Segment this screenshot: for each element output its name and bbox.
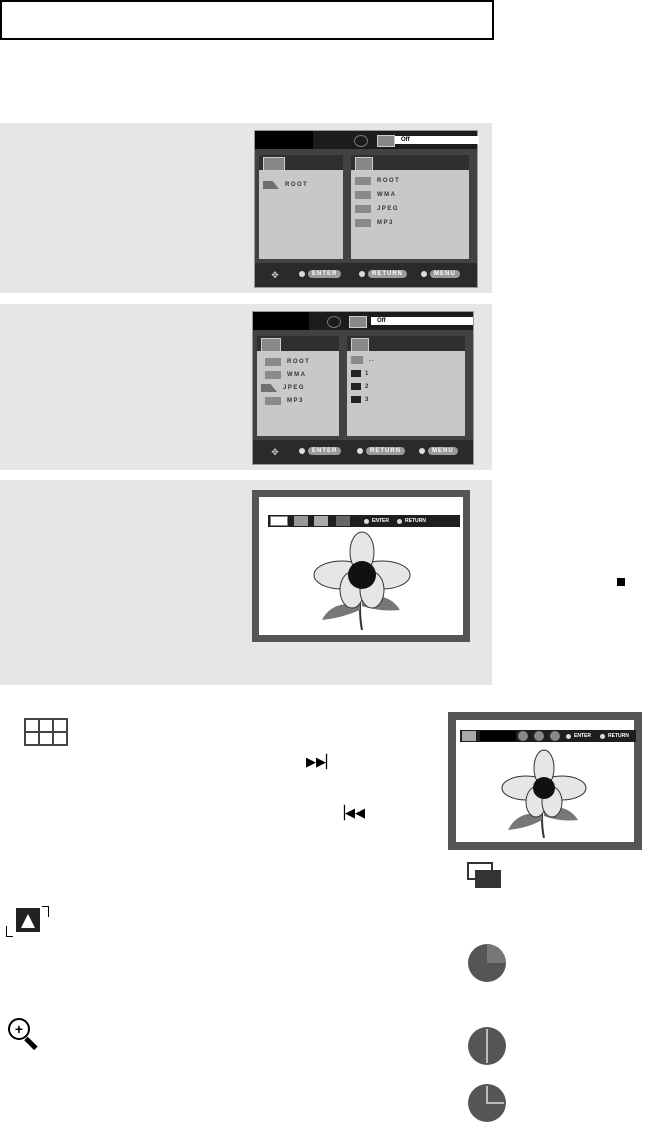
speed-slow-icon [468,944,506,982]
list-item[interactable]: ROOT [263,181,308,189]
screen-tab [255,131,313,149]
repeat-icon [354,135,368,147]
section-title-box [0,0,494,40]
list-item[interactable]: JPEG [261,384,305,392]
speed-icon[interactable] [518,731,528,741]
jpeg-icon [351,396,361,403]
file-menu-screen-1 [254,130,478,288]
return-hint: RETURN [357,447,405,455]
list-item[interactable]: WMA [355,191,397,199]
slide-show-icon[interactable] [336,516,350,526]
enter-hint: ENTER [566,733,591,739]
rotate-image-icon [6,906,50,940]
repeat-mode-icon [349,316,367,328]
list-item[interactable]: ROOT [265,358,310,366]
list-item[interactable]: .. [351,356,375,364]
repeat-value: Off [395,136,479,144]
return-hint: RETURN [600,733,629,739]
nav-arrows-icon: ✥ [271,447,279,457]
list-item[interactable]: ROOT [355,177,400,185]
nav-arrows-icon: ✥ [271,270,279,280]
screen-tab [253,312,309,330]
speed-normal-icon [468,1027,506,1065]
skip-back-icon: ▕◀◀ [335,805,365,820]
repeat-value: Off [371,317,473,325]
photo-screen-1 [252,490,470,642]
music-icon [351,338,369,352]
flower-image [484,748,604,838]
photo-screen-2 [448,712,642,850]
thumbnail-icon[interactable] [270,516,288,526]
slide-show-large-icon [467,862,501,886]
return-hint: RETURN [359,270,407,278]
zoom-icon[interactable] [314,516,328,526]
speed-icon[interactable] [534,731,544,741]
rotate-icon[interactable] [294,516,308,526]
disc-icon [263,157,285,171]
enter-hint: ENTER [299,270,341,278]
disc-icon [261,338,281,352]
enter-hint: ENTER [299,447,341,455]
jpeg-icon [351,383,361,390]
file-menu-screen-2 [252,311,474,465]
zoom-magnifier-icon: + [8,1018,42,1052]
speed-icon[interactable] [550,731,560,741]
list-item[interactable]: 2 [351,383,370,390]
right-panel [351,155,469,259]
stop-icon [617,578,625,586]
thumbnail-grid-icon [24,718,68,746]
flower-image [292,530,432,630]
jpeg-icon [351,370,361,377]
repeat-icon [327,316,341,328]
list-item[interactable]: JPEG [355,205,399,213]
skip-forward-icon: ▶▶▏ [306,754,336,769]
return-hint: RETURN [397,518,426,524]
list-item[interactable]: MP3 [355,219,394,227]
menu-hint: MENU [421,270,460,278]
enter-hint: ENTER [364,518,389,524]
right-panel [347,336,465,436]
menu-hint: MENU [419,447,458,455]
list-item[interactable]: MP3 [265,397,304,405]
music-icon [355,157,373,171]
left-panel [259,155,343,259]
list-item[interactable]: 3 [351,396,370,403]
list-item[interactable]: WMA [265,371,307,379]
slide-show-icon[interactable] [462,731,476,741]
left-panel [257,336,339,436]
speed-fast-icon [468,1084,506,1122]
repeat-mode-icon [377,135,395,147]
list-item[interactable]: 1 [351,370,370,377]
